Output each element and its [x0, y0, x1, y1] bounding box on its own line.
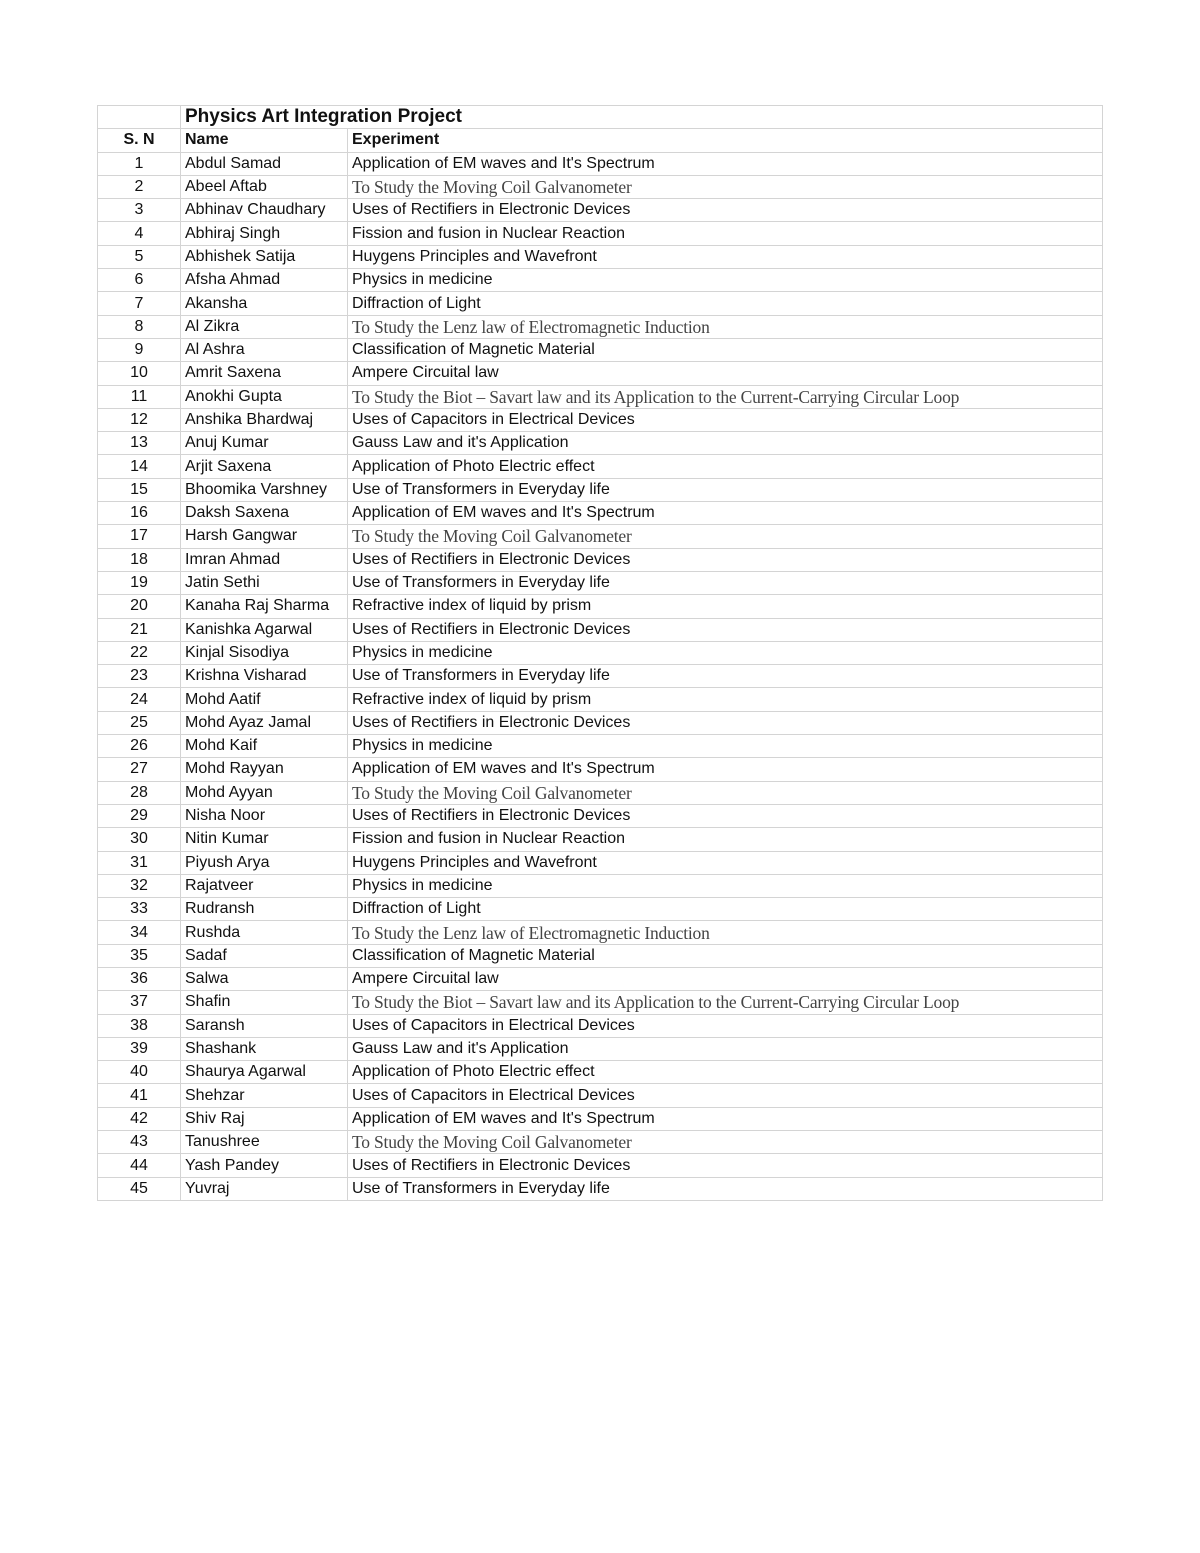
row-sn: 3: [98, 199, 181, 222]
row-sn: 23: [98, 665, 181, 688]
row-sn: 26: [98, 735, 181, 758]
table-row: [98, 688, 1103, 711]
row-name: Shafin: [181, 991, 348, 1014]
row-sn: 28: [98, 781, 181, 804]
row-sn: 39: [98, 1037, 181, 1060]
row-sn: 7: [98, 292, 181, 315]
row-name: Saransh: [181, 1014, 348, 1037]
row-name: Sadaf: [181, 944, 348, 967]
row-sn: 35: [98, 944, 181, 967]
row-experiment: Physics in medicine: [348, 641, 1103, 664]
row-name: Arjit Saxena: [181, 455, 348, 478]
row-experiment: Use of Transformers in Everyday life: [348, 571, 1103, 594]
row-sn: 19: [98, 571, 181, 594]
row-name: Rajatveer: [181, 874, 348, 897]
row-experiment: Diffraction of Light: [348, 292, 1103, 315]
row-sn: 5: [98, 245, 181, 268]
row-name: Bhoomika Varshney: [181, 478, 348, 501]
row-sn: 17: [98, 525, 181, 548]
table-row: [98, 665, 1103, 688]
row-experiment: Uses of Rectifiers in Electronic Devices: [348, 711, 1103, 734]
table-row: [98, 502, 1103, 525]
table-row: [98, 851, 1103, 874]
row-name: Tanushree: [181, 1131, 348, 1154]
row-name: Nisha Noor: [181, 804, 348, 827]
table-row: [98, 548, 1103, 571]
row-experiment: Application of EM waves and It's Spectrum: [348, 758, 1103, 781]
table-row: [98, 991, 1103, 1014]
row-experiment: Gauss Law and it's Application: [348, 432, 1103, 455]
row-sn: 37: [98, 991, 181, 1014]
row-experiment: Uses of Rectifiers in Electronic Devices: [348, 548, 1103, 571]
row-name: Piyush Arya: [181, 851, 348, 874]
row-experiment: Fission and fusion in Nuclear Reaction: [348, 828, 1103, 851]
row-experiment: Physics in medicine: [348, 269, 1103, 292]
row-sn: 1: [98, 152, 181, 175]
row-experiment: Uses of Capacitors in Electrical Devices: [348, 1084, 1103, 1107]
row-experiment: To Study the Moving Coil Galvanometer: [348, 781, 1103, 804]
title-blank-cell: [98, 106, 181, 129]
row-sn: 14: [98, 455, 181, 478]
row-name: Al Ashra: [181, 338, 348, 361]
row-sn: 15: [98, 478, 181, 501]
table-row: [98, 828, 1103, 851]
table-row: [98, 1084, 1103, 1107]
table-row: [98, 478, 1103, 501]
table-row: [98, 804, 1103, 827]
row-experiment: Uses of Capacitors in Electrical Devices: [348, 1014, 1103, 1037]
row-name: Abhinav Chaudhary: [181, 199, 348, 222]
row-name: Jatin Sethi: [181, 571, 348, 594]
row-sn: 44: [98, 1154, 181, 1177]
row-name: Shashank: [181, 1037, 348, 1060]
row-experiment: Uses of Capacitors in Electrical Devices: [348, 408, 1103, 431]
table-row: [98, 432, 1103, 455]
table-row: [98, 385, 1103, 408]
row-experiment: Uses of Rectifiers in Electronic Devices: [348, 618, 1103, 641]
row-sn: 8: [98, 315, 181, 338]
row-name: Shehzar: [181, 1084, 348, 1107]
header-experiment: Experiment: [348, 129, 1103, 152]
table-row: [98, 758, 1103, 781]
row-name: Nitin Kumar: [181, 828, 348, 851]
table-row: [98, 944, 1103, 967]
row-experiment: Application of Photo Electric effect: [348, 1061, 1103, 1084]
row-sn: 34: [98, 921, 181, 944]
row-name: Afsha Ahmad: [181, 269, 348, 292]
title-row: [98, 106, 1103, 129]
row-name: Mohd Ayaz Jamal: [181, 711, 348, 734]
row-sn: 13: [98, 432, 181, 455]
row-name: Abhiraj Singh: [181, 222, 348, 245]
row-name: Imran Ahmad: [181, 548, 348, 571]
row-experiment: Huygens Principles and Wavefront: [348, 851, 1103, 874]
row-experiment: To Study the Biot – Savart law and its Application to the Current-Carrying Circular Loop: [348, 385, 1103, 408]
table-row: [98, 641, 1103, 664]
row-experiment: Classification of Magnetic Material: [348, 338, 1103, 361]
row-name: Mohd Rayyan: [181, 758, 348, 781]
row-sn: 18: [98, 548, 181, 571]
row-sn: 6: [98, 269, 181, 292]
row-sn: 2: [98, 175, 181, 198]
row-name: Harsh Gangwar: [181, 525, 348, 548]
row-name: Daksh Saxena: [181, 502, 348, 525]
row-experiment: Huygens Principles and Wavefront: [348, 245, 1103, 268]
row-experiment: Use of Transformers in Everyday life: [348, 478, 1103, 501]
table-row: [98, 455, 1103, 478]
row-sn: 24: [98, 688, 181, 711]
header-row: [98, 129, 1103, 152]
project-table: [97, 105, 1103, 1201]
row-experiment: Gauss Law and it's Application: [348, 1037, 1103, 1060]
row-name: Rushda: [181, 921, 348, 944]
table-row: [98, 152, 1103, 175]
row-sn: 31: [98, 851, 181, 874]
table-row: [98, 1131, 1103, 1154]
row-name: Rudransh: [181, 898, 348, 921]
table-row: [98, 525, 1103, 548]
row-sn: 30: [98, 828, 181, 851]
row-name: Abeel Aftab: [181, 175, 348, 198]
row-sn: 33: [98, 898, 181, 921]
row-name: Kanishka Agarwal: [181, 618, 348, 641]
table-body: [98, 106, 1103, 1201]
table-row: [98, 315, 1103, 338]
table-row: [98, 921, 1103, 944]
row-experiment: Application of EM waves and It's Spectrum: [348, 1107, 1103, 1130]
table-row: [98, 898, 1103, 921]
row-sn: 12: [98, 408, 181, 431]
row-name: Salwa: [181, 967, 348, 990]
row-experiment: Classification of Magnetic Material: [348, 944, 1103, 967]
row-sn: 4: [98, 222, 181, 245]
row-sn: 25: [98, 711, 181, 734]
table-row: [98, 618, 1103, 641]
row-experiment: Physics in medicine: [348, 874, 1103, 897]
row-experiment: Use of Transformers in Everyday life: [348, 665, 1103, 688]
table-row: [98, 1177, 1103, 1200]
table-row: [98, 874, 1103, 897]
table-title: Physics Art Integration Project: [181, 106, 1103, 129]
row-sn: 21: [98, 618, 181, 641]
table-row: [98, 175, 1103, 198]
row-experiment: To Study the Lenz law of Electromagnetic Induction: [348, 315, 1103, 338]
row-experiment: Application of Photo Electric effect: [348, 455, 1103, 478]
row-name: Abhishek Satija: [181, 245, 348, 268]
table-row: [98, 245, 1103, 268]
row-experiment: Uses of Rectifiers in Electronic Devices: [348, 199, 1103, 222]
row-sn: 27: [98, 758, 181, 781]
row-name: Krishna Visharad: [181, 665, 348, 688]
row-sn: 42: [98, 1107, 181, 1130]
row-name: Shiv Raj: [181, 1107, 348, 1130]
header-name: Name: [181, 129, 348, 152]
row-experiment: Uses of Rectifiers in Electronic Devices: [348, 804, 1103, 827]
row-sn: 20: [98, 595, 181, 618]
table-row: [98, 711, 1103, 734]
table-row: [98, 1037, 1103, 1060]
row-name: Abdul Samad: [181, 152, 348, 175]
row-name: Amrit Saxena: [181, 362, 348, 385]
row-name: Al Zikra: [181, 315, 348, 338]
row-experiment: Application of EM waves and It's Spectrum: [348, 152, 1103, 175]
row-experiment: Application of EM waves and It's Spectrum: [348, 502, 1103, 525]
row-name: Anokhi Gupta: [181, 385, 348, 408]
table-row: [98, 338, 1103, 361]
table-row: [98, 571, 1103, 594]
row-experiment: Ampere Circuital law: [348, 362, 1103, 385]
row-sn: 41: [98, 1084, 181, 1107]
row-name: Akansha: [181, 292, 348, 315]
row-sn: 32: [98, 874, 181, 897]
table-row: [98, 967, 1103, 990]
row-experiment: To Study the Moving Coil Galvanometer: [348, 1131, 1103, 1154]
row-experiment: Refractive index of liquid by prism: [348, 595, 1103, 618]
row-sn: 38: [98, 1014, 181, 1037]
table-row: [98, 222, 1103, 245]
row-sn: 11: [98, 385, 181, 408]
row-experiment: Uses of Rectifiers in Electronic Devices: [348, 1154, 1103, 1177]
table-row: [98, 781, 1103, 804]
row-experiment: Refractive index of liquid by prism: [348, 688, 1103, 711]
table-row: [98, 199, 1103, 222]
row-sn: 29: [98, 804, 181, 827]
row-experiment: Physics in medicine: [348, 735, 1103, 758]
table-row: [98, 362, 1103, 385]
row-experiment: To Study the Biot – Savart law and its Application to the Current-Carrying Circular Loop: [348, 991, 1103, 1014]
row-name: Mohd Kaif: [181, 735, 348, 758]
row-experiment: Ampere Circuital law: [348, 967, 1103, 990]
row-name: Shaurya Agarwal: [181, 1061, 348, 1084]
table-row: [98, 408, 1103, 431]
table-row: [98, 735, 1103, 758]
table-row: [98, 1061, 1103, 1084]
table-row: [98, 1107, 1103, 1130]
row-name: Yuvraj: [181, 1177, 348, 1200]
table-row: [98, 269, 1103, 292]
row-experiment: To Study the Moving Coil Galvanometer: [348, 525, 1103, 548]
row-experiment: Use of Transformers in Everyday life: [348, 1177, 1103, 1200]
row-name: Anshika Bhardwaj: [181, 408, 348, 431]
row-sn: 9: [98, 338, 181, 361]
table-row: [98, 1014, 1103, 1037]
row-experiment: To Study the Lenz law of Electromagnetic Induction: [348, 921, 1103, 944]
table-row: [98, 595, 1103, 618]
table-row: [98, 292, 1103, 315]
row-name: Mohd Ayyan: [181, 781, 348, 804]
row-sn: 16: [98, 502, 181, 525]
row-experiment: Fission and fusion in Nuclear Reaction: [348, 222, 1103, 245]
row-sn: 36: [98, 967, 181, 990]
row-name: Yash Pandey: [181, 1154, 348, 1177]
row-sn: 22: [98, 641, 181, 664]
row-name: Kanaha Raj Sharma: [181, 595, 348, 618]
row-sn: 40: [98, 1061, 181, 1084]
row-sn: 45: [98, 1177, 181, 1200]
table-row: [98, 1154, 1103, 1177]
row-name: Mohd Aatif: [181, 688, 348, 711]
row-experiment: To Study the Moving Coil Galvanometer: [348, 175, 1103, 198]
row-experiment: Diffraction of Light: [348, 898, 1103, 921]
header-sn: S. N: [98, 129, 181, 152]
row-sn: 43: [98, 1131, 181, 1154]
row-sn: 10: [98, 362, 181, 385]
row-name: Kinjal Sisodiya: [181, 641, 348, 664]
row-name: Anuj Kumar: [181, 432, 348, 455]
